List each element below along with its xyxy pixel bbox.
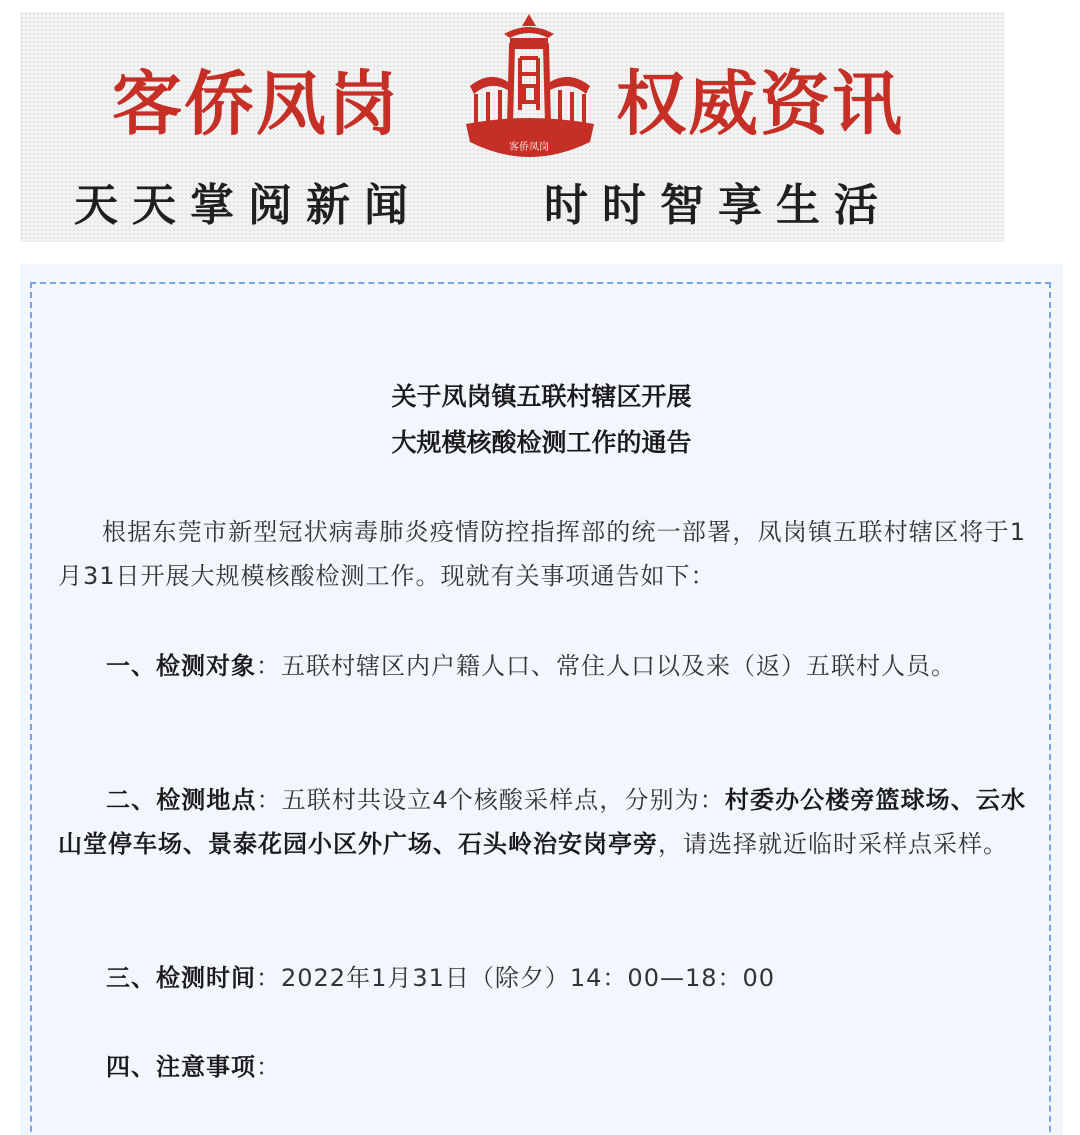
notice-title-line2: 大规模核酸检测工作的通告 [391,428,692,457]
section-notes [58,1045,1026,1089]
section-location-body: ：五联村共设立4个核酸采样点，分别为： [256,786,725,814]
section-location-note: ，请选择就近临时采样点采样。 [658,830,1008,858]
brand-name: 客侨凤岗 [112,63,400,145]
section-notes-body: ： [256,1053,281,1081]
intro-paragraph: 根据东莞市新型冠状病毒肺炎疫情防控指挥部的统一部署，凤岗镇五联村辖区将于1月31日开展大规模核酸检测工作。现就有关事项通告如下： [58,518,1026,590]
section-target-body: ：五联村辖区内户籍人口、常住人口以及来（返）五联村人员。 [256,652,956,680]
brand-tagline: 权威资讯 [616,63,904,145]
header-banner [20,12,1005,242]
notice-card [20,264,1063,1135]
section-time-body: ：2022年1月31日（除夕）14：00—18：00 [256,964,776,992]
section-time-heading: 三、检测时间 [106,964,256,992]
pagoda-emblem-icon [452,12,607,172]
sampling-sites: 村委办公楼旁篮球场、云水山堂停车场、景泰花园小区外广场、石头岭治安岗亭旁 [58,786,1026,858]
section-location-heading: 二、检测地点 [106,786,257,814]
slogan-news: 天天掌阅新闻 [74,180,422,231]
emblem-caption: 客侨凤岗 [509,142,549,153]
section-target [58,644,1026,688]
slogan-life: 时时智享生活 [544,180,892,231]
notice-title-line1: 关于凤岗镇五联村辖区开展 [391,382,692,411]
section-location [58,778,1026,866]
section-notes-heading: 四、注意事项 [106,1053,256,1081]
section-time [58,956,1026,1000]
section-target-heading: 一、检测对象 [106,652,256,680]
